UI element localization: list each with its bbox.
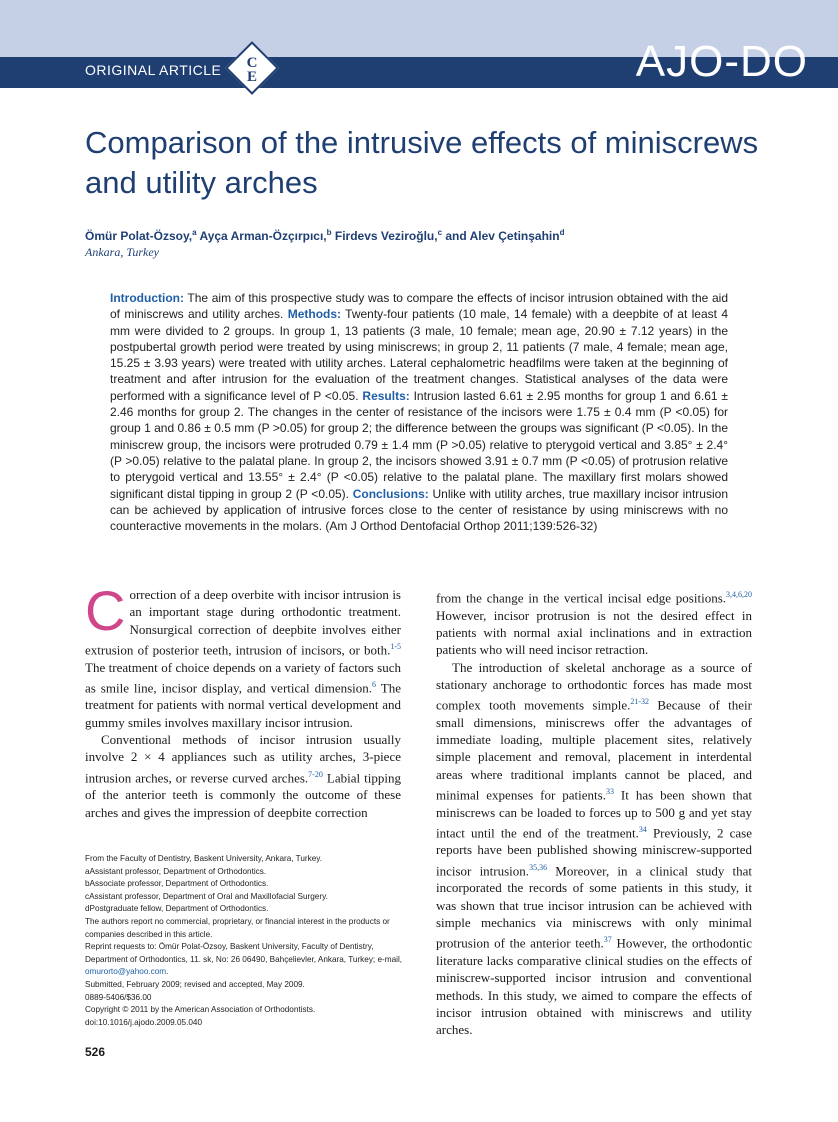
body-column-left	[85, 579, 401, 821]
author-affiliation-mark: b	[326, 228, 332, 237]
abstract-heading-results: Results:	[362, 388, 410, 403]
abstract-heading-methods: Methods:	[287, 307, 342, 322]
footnote-reprint	[85, 941, 403, 979]
body-text: Previously, 2 case reports have been published showing miniscrew-supported incisor intrusion.	[436, 825, 752, 879]
author-affiliation-mark: a	[192, 228, 197, 237]
abstract-methods: Twenty-four patients (10 male, 14 female) with a deepbite of at least 4 mm were divided to 2 groups. In group 1, 13 patients (3 male, 10 female; mean age, 20.90 ± 7.12 years) in the postpubertal growth period were treated by using miniscrews; in group 2, 11 patients (7 male, 4 female; mean age, 15.25 ± 3.93 years) were treated with utility arches. Lateral cephalometric headfilms were taken at the beginning of treatment and after intrusion for the evaluation of the treatment changes. Statistical analyses of the data were performed with a significance level of P <0.05.	[110, 307, 728, 403]
author-list	[85, 228, 785, 243]
footnote-doi: doi:10.1016/j.ajodo.2009.05.040	[85, 1017, 203, 1027]
article-type-label: ORIGINAL ARTICLE	[85, 62, 222, 78]
body-text: Because of their small dimensions, miniscrews offer the advantages of immediate loading, multiple placement sites, relatively simple placement and removal, placement in interdental areas where traditional implants cannot be placed, and minimal expenses for patients.	[436, 697, 753, 803]
abstract-introduction: The aim of this prospective study was to compare the effects of incisor intrusion obtained with the aid of miniscrews and utility arches.	[110, 291, 728, 322]
citation-ref[interactable]: 21-32	[630, 697, 650, 707]
author-affiliation-mark: c	[437, 228, 443, 237]
citation-ref[interactable]: 1-5	[390, 641, 401, 651]
author-affiliation-mark: d	[559, 228, 565, 237]
footnote-author-b: bAssociate professor, Department of Orthodontics.	[85, 879, 269, 889]
footnote-affiliation: From the Faculty of Dentistry, Baskent University, Ankara, Turkey.	[85, 854, 323, 863]
body-text: Conventional methods of incisor intrusion usually involve 2 × 4 appliances such as utility arches, 3-piece intrusion arches, or reverse curved arches.	[85, 732, 401, 785]
abstract-heading-introduction: Introduction:	[110, 291, 184, 305]
journal-logo: AJO-DO	[635, 37, 808, 86]
body-paragraph	[436, 659, 752, 1039]
abstract-results: Intrusion lasted 6.61 ± 2.95 months for group 1 and 6.61 ± 2.46 months for group 2. The changes in the center of resistance of the incisors were 1.75 ± 0.4 mm (P <0.05) for group 1 and 0.86 ± 0.5 mm (P >0.05) for group 2; the difference between the groups was significant (P <0.05). In the miniscrew group, the incisors were protruded 0.79 ± 1.4 mm (P >0.05) relative to pterygoid vertical and 3.85° ± 2.4° (P >0.05) relative to the palatal plane. In group 2, the incisors showed 3.91 ± 0.7 mm (P <0.05) of protrusion relative to pterygoid vertical and 13.55° ± 2.4° (P <0.05) relative to the palatal plane. The maxillary first molars showed significant distal tipping in group 2 (P <0.05).	[110, 388, 729, 501]
body-paragraph	[436, 586, 752, 659]
reprint-end: .	[166, 967, 169, 977]
ce-letter-c: C	[246, 55, 258, 71]
footnote-author-d: dPostgraduate fellow, Department of Orthodontics.	[85, 904, 269, 914]
body-paragraph	[85, 731, 401, 821]
body-text: Labial tipping of the anterior teeth is commonly the outcome of these arches and gives the impression of deepbite correction	[85, 769, 401, 820]
author-location: Ankara, Turkey	[85, 245, 159, 259]
author-name: Ömür Polat-Özsoy,	[85, 229, 193, 243]
footnote-author-a: aAssistant professor, Department of Orthodontics.	[85, 866, 267, 876]
citation-ref[interactable]: 35,36	[529, 862, 548, 872]
footnote-issn: 0889-5406/$36.00	[85, 992, 152, 1002]
abstract	[110, 290, 728, 534]
body-text: The treatment of choice depends on a variety of factors such as smile line, incisor display, and vertical dimension.	[85, 659, 401, 696]
footnote-submitted: Submitted, February 2009; revised and accepted, May 2009.	[85, 979, 305, 989]
page-number: 526	[85, 1045, 106, 1059]
footnote-author-c: cAssistant professor, Department of Oral and Maxillofacial Surgery.	[85, 891, 328, 901]
article-title: Comparison of the intrusive effects of miniscrews and utility arches	[85, 125, 759, 200]
citation-ref[interactable]: 7-20	[308, 769, 323, 779]
email-link[interactable]: omurorto@yahoo.com	[85, 967, 167, 977]
reprint-text: Reprint requests to: Ömür Polat-Özsoy, Baskent University, Faculty of Dentistry, Department of Orthodontics, 11. sk, No: 26 06490, Bahçelievler, Ankara, Turkey; e-mail,	[85, 942, 403, 964]
body-text: from the change in the vertical incisal edge positions.	[436, 590, 726, 606]
abstract-heading-conclusions: Conclusions:	[352, 486, 429, 501]
abstract-conclusions: Unlike with utility arches, true maxillary incisor intrusion can be achieved by application of intrusive forces close to the center of resistance by using miniscrews with no counteractive movements in the molars. (Am J Orthod Dentofacial Orthop 2011;139:526-32)	[110, 486, 728, 534]
body-text: The treatment for patients with normal vertical development and gummy smiles involves maxillary incisor intrusion.	[85, 680, 401, 730]
body-paragraph	[85, 579, 401, 731]
footnote-copyright: Copyright © 2011 by the American Association of Orthodontists.	[85, 1005, 316, 1015]
body-text: However, incisor protrusion is not the desired effect in patients with normal axial inclinations and in extraction patients who will need incisor retraction.	[436, 607, 752, 658]
author-name: and Alev Çetinşahin	[442, 229, 560, 243]
footnote-conflict: The authors report no commercial, proprietary, or financial interest in the products or companies described in this article.	[85, 916, 390, 939]
citation-ref[interactable]: 33	[605, 786, 614, 796]
citation-ref[interactable]: 6	[372, 679, 377, 689]
body-column-right	[436, 586, 752, 1038]
body-text: However, the orthodontic literature lacks comparative clinical studies on the effects of miniscrew-supported incisor intrusion and conventional methods. In this study, we aimed to compare the effects of incisor intrusion obtained with miniscrews and utility arches.	[436, 935, 752, 1038]
citation-ref[interactable]: 37	[603, 935, 612, 945]
citation-ref[interactable]: 34	[638, 824, 647, 834]
footnotes	[85, 853, 403, 1029]
body-text: Moreover, in a clinical study that incorporated the records of some patients in this study, it was shown that true incisor intrusion can be achieved with simple mechanics via miniscrews with only minimal protrusion of the anterior teeth.	[436, 863, 753, 951]
citation-ref[interactable]: 3,4,6,20	[726, 590, 752, 599]
ce-badge-text	[237, 56, 267, 84]
body-text: It has been shown that miniscrews can be loaded to forces up to 500 g and yet stay intact until the end of the treatment.	[436, 787, 752, 841]
ce-letter-e: E	[246, 69, 257, 85]
author-name: Firdevs Veziroğlu,	[331, 229, 438, 243]
drop-cap: C	[85, 579, 126, 642]
body-text: orrection of a deep overbite with incisor intrusion is an important stage during orthodontic treatment. Nonsurgical correction of deepbite involves either extrusion of posterior teeth, intrusion of incisors, or both.	[85, 587, 401, 658]
author-name: Ayça Arman-Özçırpıcı,	[196, 229, 327, 243]
body-text: The introduction of skeletal anchorage as a source of stationary anchorage to orthodontic forces has made most complex tooth movements simple.	[436, 659, 752, 713]
